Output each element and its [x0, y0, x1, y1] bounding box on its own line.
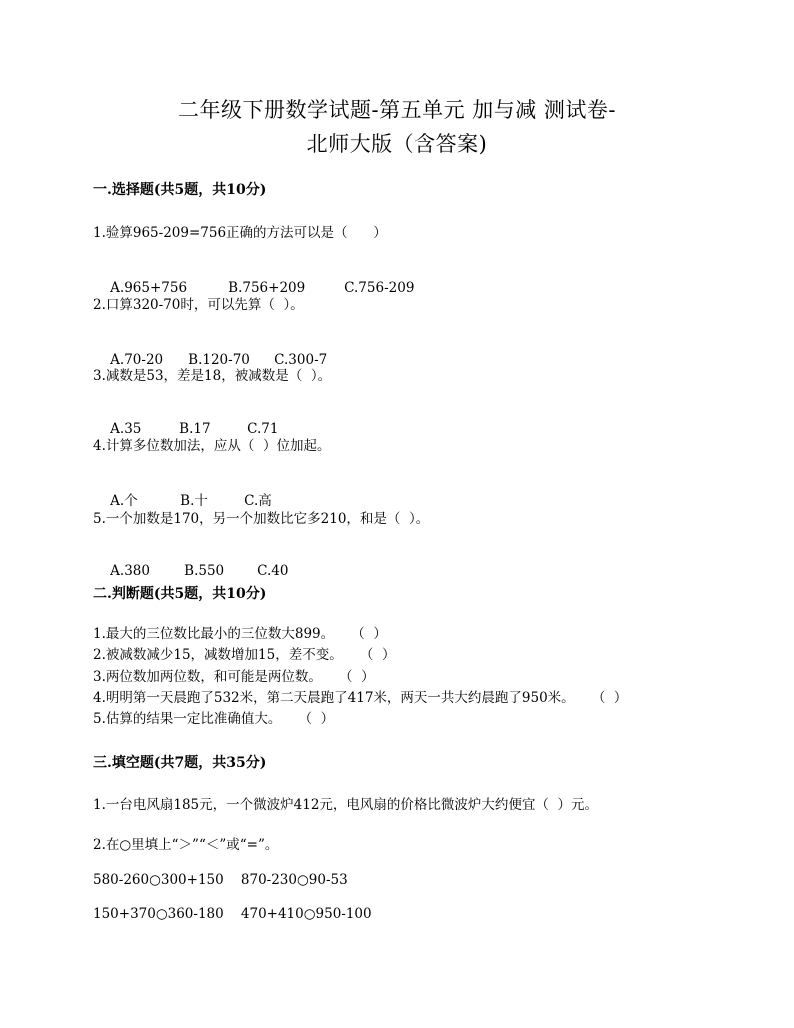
question-text: 2.口算320-70时，可以先算（ ）。: [93, 297, 304, 313]
option: B.120-70: [188, 352, 250, 368]
option: B.550: [184, 563, 225, 579]
judgement-item: 3.两位数加两位数，和可能是两位数。 （ ）: [93, 669, 375, 685]
option: A.个: [110, 493, 138, 509]
question-text: 1.验算965-209=756正确的方法可以是（ ）: [93, 225, 387, 241]
option: C.756-209: [344, 280, 415, 296]
judgement-item: 1.最大的三位数比最小的三位数大899。 （ ）: [93, 626, 387, 642]
option: A.35: [110, 421, 142, 437]
option: A.965+756: [110, 280, 188, 296]
option: C.71: [247, 421, 279, 437]
option: B.十: [180, 493, 208, 509]
option: C.高: [244, 493, 272, 509]
option: A.70-20: [110, 352, 164, 368]
fill-item: 1.一台电风扇185元，一个微波炉412元，电风扇的价格比微波炉大约便宜（ ）元。: [93, 797, 598, 813]
section-heading-judgement: 二.判断题(共5题，共10分): [93, 586, 267, 602]
page-title-line-1: 二年级下册数学试题-第五单元 加与减 测试卷-: [177, 98, 617, 122]
fill-item: 580-260○300+150 870-230○90-53: [93, 872, 348, 888]
option: B.756+209: [228, 280, 306, 296]
option: C.300-7: [274, 352, 328, 368]
section-heading-fill-blank: 三.填空题(共7题，共35分): [93, 755, 267, 771]
judgement-item: 4.明明第一天晨跑了532米，第二天晨跑了417米，两天一共大约晨跑了950米。 （ ）: [93, 690, 628, 706]
option: C.40: [257, 563, 289, 579]
page-title-line-2: 北师大版（含答案): [306, 132, 488, 156]
judgement-item: 2.被减数减少15，减数增加15，差不变。 （ ）: [93, 647, 396, 663]
fill-item: 150+370○360-180 470+410○950-100: [93, 906, 372, 922]
question-text: 3.减数是53，差是18，被减数是（ ）。: [93, 368, 332, 384]
question-text: 4.计算多位数加法，应从（ ）位加起。: [93, 438, 331, 454]
question-text: 5.一个加数是170，另一个加数比它多210，和是（ ）。: [93, 511, 430, 527]
judgement-item: 5.估算的结果一定比准确值大。 （ ）: [93, 711, 335, 727]
fill-item: 2.在○里填上“＞”“＜”或“=”。: [93, 837, 279, 853]
option: A.380: [110, 563, 150, 579]
section-heading-choice: 一.选择题(共5题，共10分): [93, 182, 267, 198]
option: B.17: [179, 421, 211, 437]
